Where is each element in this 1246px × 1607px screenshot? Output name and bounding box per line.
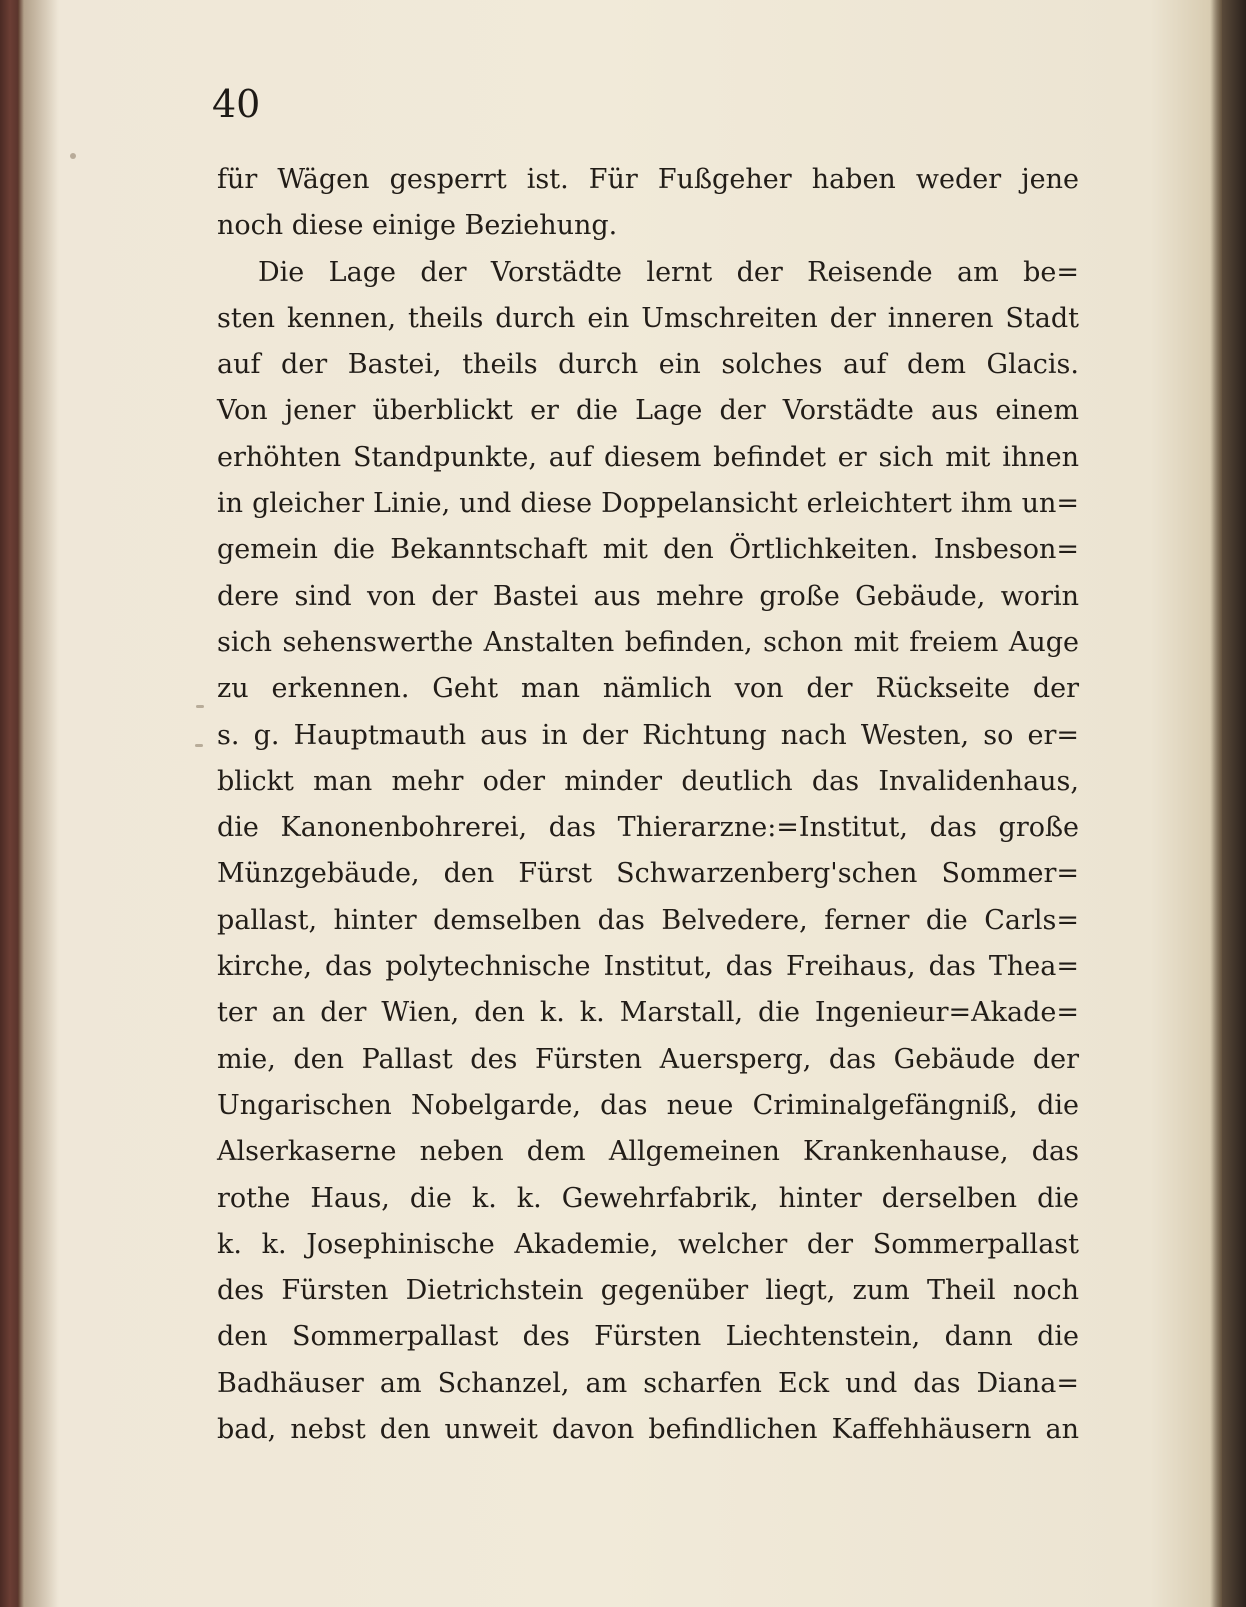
text-line: s. g. Hauptmauth aus in der Richtung nach Westen, so er= [217, 719, 1079, 751]
text-line: erhöhten Standpunkte, auf diesem befindet er sich mit ihnen [217, 441, 1079, 473]
text-line: den Sommerpallast des Fürsten Liechtenstein, dann die [217, 1321, 1079, 1353]
text-line: k. k. Josephinische Akademie, welcher der Sommerpallast [217, 1228, 1079, 1260]
text-line: Badhäuser am Schanzel, am scharfen Eck und das Diana= [217, 1367, 1079, 1399]
paper-speck [70, 153, 76, 159]
text-line: Die Lage der Vorstädte lernt der Reisende am be= [258, 256, 1079, 288]
spine-shadow [18, 0, 58, 1607]
text-line: gemein die Bekanntschaft mit den Örtlichkeiten. Insbeson= [217, 534, 1079, 566]
text-line: dere sind von der Bastei aus mehre große Gebäude, worin [217, 580, 1079, 612]
text-line: Von jener überblickt er die Lage der Vorstädte aus einem [217, 395, 1079, 427]
text-line: zu erkennen. Geht man nämlich von der Rückseite der [217, 673, 1079, 705]
body-text [217, 157, 1079, 1453]
text-line: sich sehenswerthe Anstalten befinden, schon mit freiem Auge [217, 626, 1079, 658]
text-line: die Kanonenbohrerei, das Thierarzne:=Institut, das große [217, 812, 1079, 844]
text-line: Münzgebäude, den Fürst Schwarzenberg'schen Sommer= [217, 858, 1079, 890]
paper-speck [195, 744, 203, 747]
text-line: ter an der Wien, den k. k. Marstall, die Ingenieur=Akade= [217, 997, 1079, 1029]
text-line: des Fürsten Dietrichstein gegenüber liegt, zum Theil noch [217, 1275, 1079, 1307]
text-line: in gleicher Linie, und diese Doppelansicht erleichtert ihm un= [217, 488, 1079, 520]
text-line: Ungarischen Nobelgarde, das neue Criminalgefängniß, die [217, 1089, 1079, 1121]
text-line: mie, den Pallast des Fürsten Auersperg, das Gebäude der [217, 1043, 1079, 1075]
text-line: kirche, das polytechnische Institut, das Freihaus, das Thea= [217, 951, 1079, 983]
text-line: pallast, hinter demselben das Belvedere, ferner die Carls= [217, 904, 1079, 936]
text-line: Alserkaserne neben dem Allgemeinen Krankenhause, das [217, 1136, 1079, 1168]
text-line: blickt man mehr oder minder deutlich das Invalidenhaus, [217, 765, 1079, 797]
text-line: sten kennen, theils durch ein Umschreiten der inneren Stadt [217, 302, 1079, 334]
text-line: rothe Haus, die k. k. Gewehrfabrik, hinter derselben die [217, 1182, 1079, 1214]
paper-speck [196, 705, 204, 708]
text-line: für Wägen gesperrt ist. Für Fußgeher haben weder jene [217, 164, 1079, 195]
text-line: bad, nebst den unweit davon befindlichen Kaffehhäusern an [217, 1414, 1079, 1446]
page-number: 40 [212, 82, 261, 126]
text-line: auf der Bastei, theils durch ein solches auf dem Glacis. [217, 349, 1079, 381]
text-line: noch diese einige Beziehung. [217, 210, 618, 242]
page-edge [1212, 0, 1222, 1607]
